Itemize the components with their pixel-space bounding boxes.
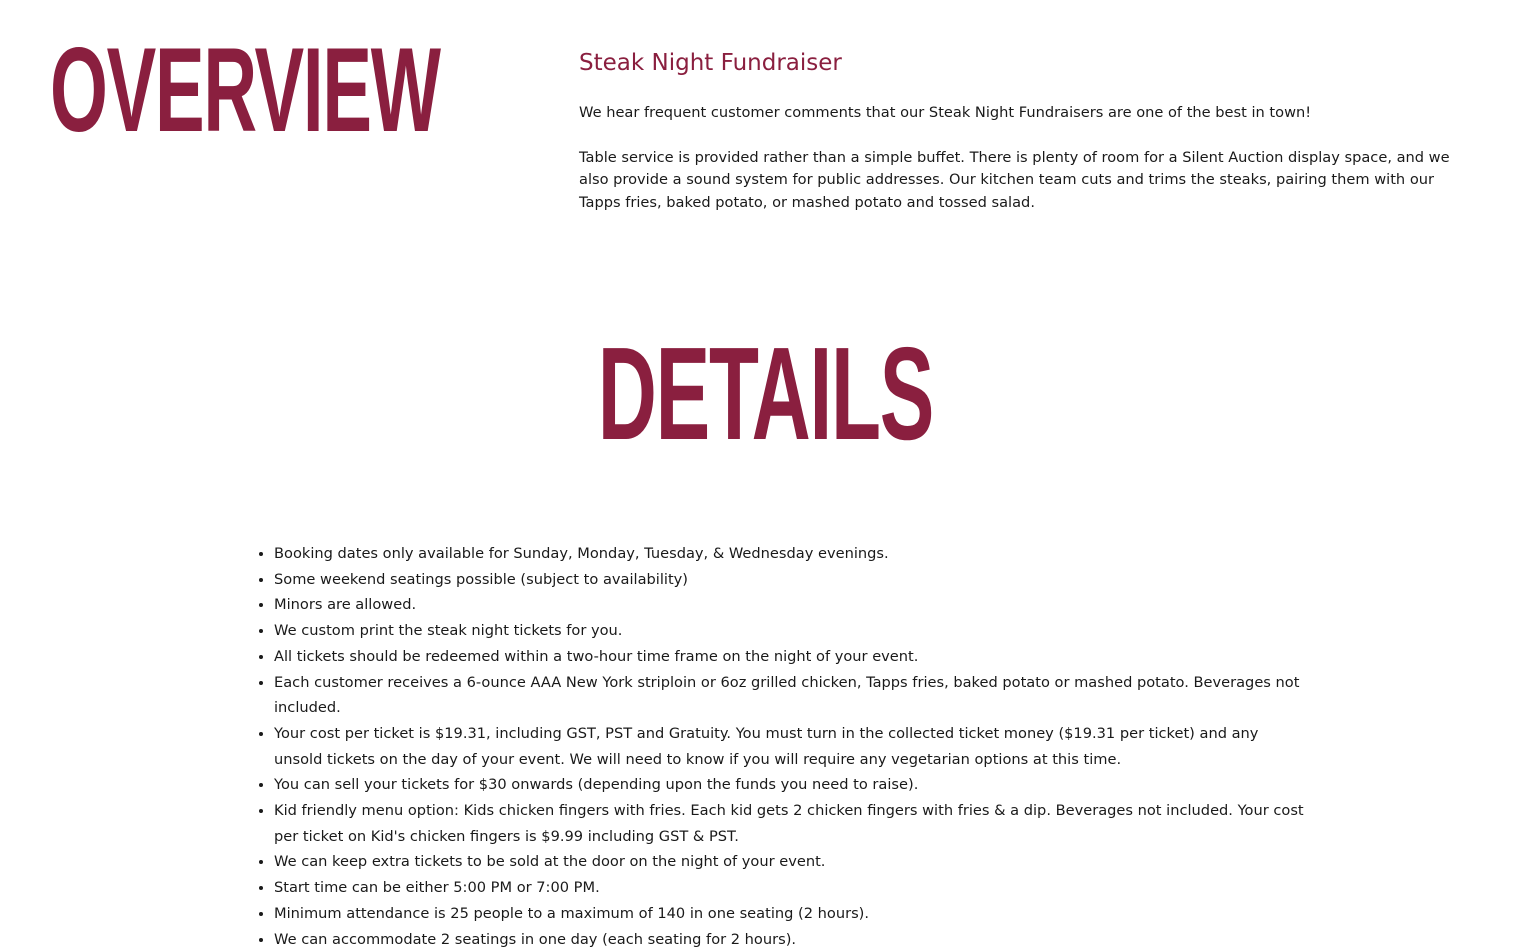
list-item: • Your cost per ticket is $19.31, including GST, PST and Gratuity. You must turn in the collected ticket money ($19.31 per ticket) and any unsold tickets on the day of your event. We will need to know if you will require any vegetarian options at this time. <box>274 721 1310 772</box>
list-item: • All tickets should be redeemed within a two-hour time frame on the night of your event. <box>274 644 1310 670</box>
list-item: • We custom print the steak night tickets for you. <box>274 618 1310 644</box>
list-item: • Start time can be either 5:00 PM or 7:00 PM. <box>274 875 1310 901</box>
list-item: • We can accommodate 2 seatings in one day (each seating for 2 hours). <box>274 927 1310 952</box>
list-item: • We can keep extra tickets to be sold at the door on the night of your event. <box>274 849 1310 875</box>
list-item: • Minimum attendance is 25 people to a maximum of 140 in one seating (2 hours). <box>274 901 1310 927</box>
overview-heading: OVERVIEW <box>50 23 440 157</box>
list-item: • Some weekend seatings possible (subject to availability) <box>274 567 1310 593</box>
details-heading <box>0 320 1530 467</box>
fundraiser-title: Steak Night Fundraiser <box>579 50 842 76</box>
list-item: • Minors are allowed. <box>274 592 1310 618</box>
list-item: • Booking dates only available for Sunday, Monday, Tuesday, & Wednesday evenings. <box>274 541 1310 567</box>
overview-paragraph-1: We hear frequent customer comments that our Steak Night Fundraisers are one of the best in town! <box>579 104 1312 121</box>
overview-section <box>579 46 1469 214</box>
overview-paragraph-2: Table service is provided rather than a simple buffet. There is plenty of room for a Silent Auction display space, and we also provide a sound system for public addresses. Our kitchen team cuts and trims the steaks, pairing them with our Tapps fries, baked potato, or mashed potato and tossed salad. <box>579 148 1450 211</box>
details-list <box>254 541 1310 952</box>
list-item: • Each customer receives a 6-ounce AAA New York striploin or 6oz grilled chicken, Tapps fries, baked potato or mashed potato. Beverages not included. <box>274 670 1310 721</box>
details-heading-text: DETAILS <box>597 320 933 467</box>
list-item: • You can sell your tickets for $30 onwards (depending upon the funds you need to raise). <box>274 772 1310 798</box>
list-item: • Kid friendly menu option: Kids chicken fingers with fries. Each kid gets 2 chicken fingers with fries & a dip. Beverages not included. Your cost per ticket on Kid's chicken fingers is $9.99 including GST & PST. <box>274 798 1310 849</box>
